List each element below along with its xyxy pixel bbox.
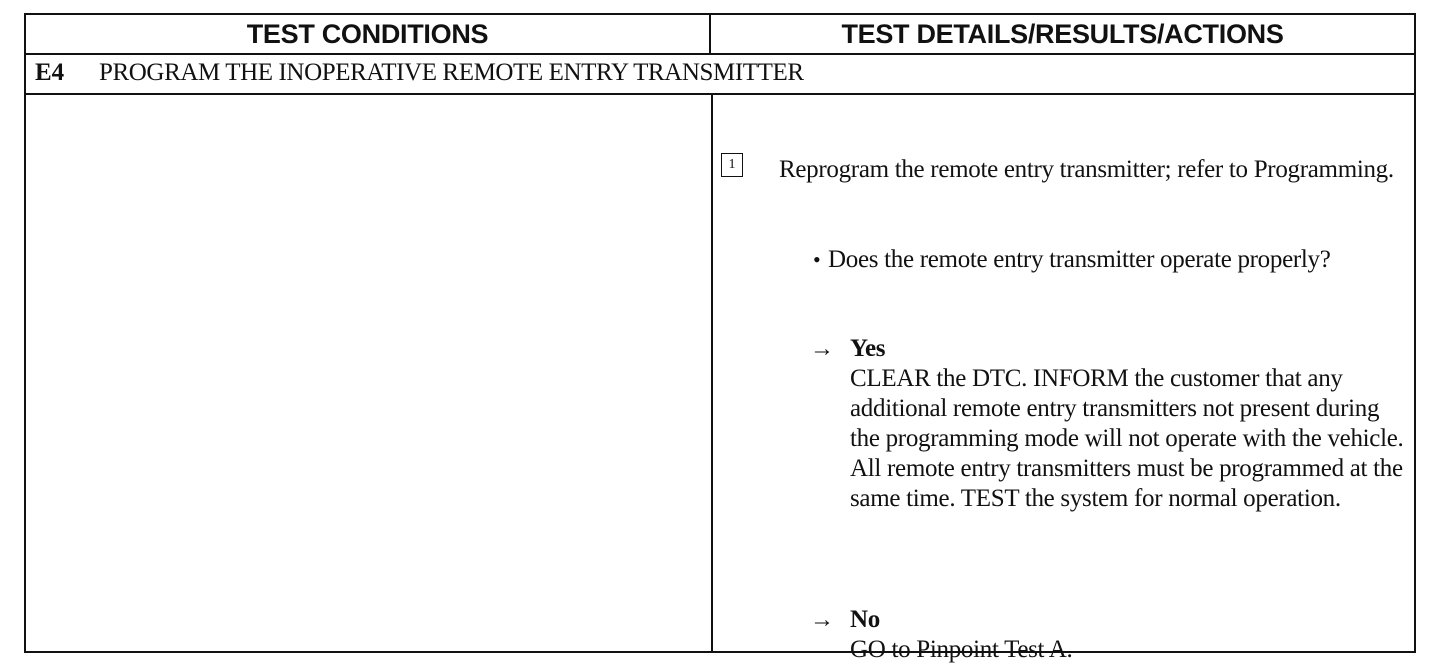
arrow-right-icon: → <box>810 336 834 362</box>
arrow-right-icon: → <box>810 607 834 633</box>
step-question: Does the remote entry transmitter operate properly? <box>828 246 1331 273</box>
answer-no-label: No <box>850 606 880 633</box>
step-title: PROGRAM THE INOPERATIVE REMOTE ENTRY TRANSMITTER <box>99 59 804 86</box>
answer-yes-label: Yes <box>850 335 886 362</box>
header-test-details: TEST DETAILS/RESULTS/ACTIONS <box>841 18 1284 49</box>
step-instruction: Reprogram the remote entry transmitter; refer to Programming. <box>779 156 1394 183</box>
bullet-icon: • <box>813 247 821 272</box>
answer-yes-text: CLEAR the DTC. INFORM the customer that any additional remote entry transmitters not present during the programming mode will not operate with the vehicle. All remote entry transmitters must be programmed at the same time. TEST the system for normal operation. <box>850 365 1404 512</box>
table-header-row <box>26 15 1414 55</box>
test-table <box>24 13 1416 663</box>
step-number-box: 1 <box>721 153 743 177</box>
header-test-conditions: TEST CONDITIONS <box>26 15 711 53</box>
test-details-column <box>713 95 1414 663</box>
step-id: E4 <box>35 59 65 86</box>
answer-yes <box>850 334 1410 514</box>
answer-no-text: GO to Pinpoint Test A. <box>850 636 1073 663</box>
step-title-row <box>26 53 1414 95</box>
answer-no <box>850 605 1410 665</box>
